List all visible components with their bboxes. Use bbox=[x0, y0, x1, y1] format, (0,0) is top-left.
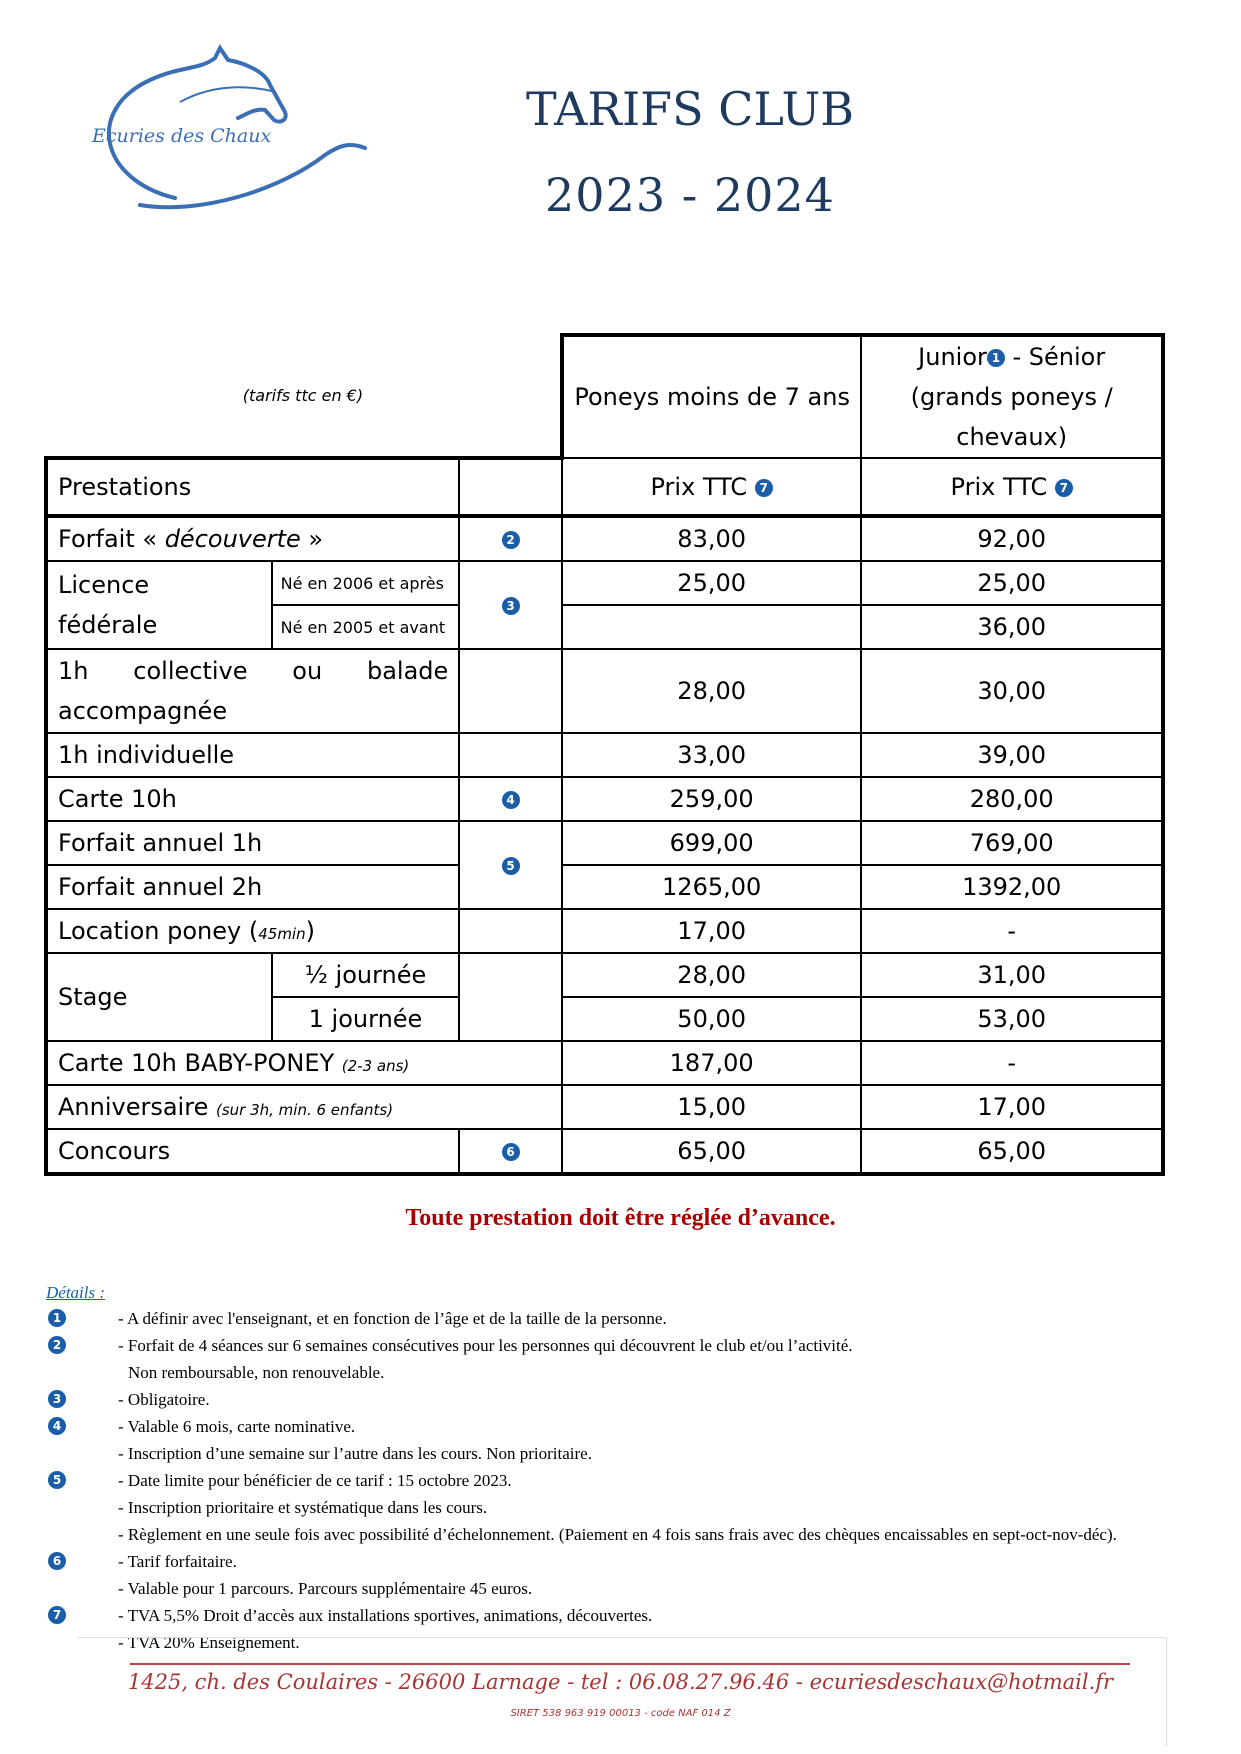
page-title: TARIFS CLUB bbox=[525, 82, 855, 136]
note-5-badge: 5 bbox=[502, 857, 520, 875]
row-collective-label: 1h collective ou balade accompagnée bbox=[46, 649, 459, 733]
row-annuel1-price-2: 769,00 bbox=[861, 821, 1163, 865]
header-junior-senior: Junior 1 - Sénior (grands poneys / chevaux) bbox=[861, 335, 1163, 458]
row-licence-note bbox=[459, 561, 562, 649]
advance-payment-warning: Toute prestation doit être réglée d’avance. bbox=[405, 1205, 836, 1231]
row-collective-note bbox=[459, 649, 562, 733]
row-concours-label: Concours bbox=[46, 1129, 459, 1174]
note-7-badge: 7 bbox=[48, 1606, 66, 1624]
row-stage-price-2b: 53,00 bbox=[861, 997, 1163, 1041]
note-header-empty bbox=[459, 458, 562, 516]
tarifs-note: (tarifs ttc en €) bbox=[242, 386, 364, 405]
row-stage-price-2a: 31,00 bbox=[861, 953, 1163, 997]
row-anniv-label: Anniversaire (sur 3h, min. 6 enfants) bbox=[46, 1085, 562, 1129]
detail-line: - A définir avec l'enseignant, et en fonction de l’âge et de la taille de la personne. bbox=[118, 1309, 667, 1328]
row-licence-price-2a: 25,00 bbox=[861, 561, 1163, 605]
row-baby-price-2: - bbox=[861, 1041, 1163, 1085]
row-location-price-1: 17,00 bbox=[562, 909, 862, 953]
row-anniv-price-1: 15,00 bbox=[562, 1085, 862, 1129]
row-annuel1-label: Forfait annuel 1h bbox=[46, 821, 459, 865]
row-baby-label: Carte 10h BABY-PONEY (2-3 ans) bbox=[46, 1041, 562, 1085]
row-licence-price-1b bbox=[562, 605, 862, 649]
row-carte10-price-2: 280,00 bbox=[861, 777, 1163, 821]
note-7-badge: 7 bbox=[755, 479, 773, 497]
row-annuel2-price-1: 1265,00 bbox=[562, 865, 862, 909]
row-individuelle-label: 1h individuelle bbox=[46, 733, 459, 777]
detail-line: - TVA 20% Enseignement. bbox=[118, 1633, 300, 1652]
row-stage-price-1b: 50,00 bbox=[562, 997, 862, 1041]
detail-line: - TVA 5,5% Droit d’accès aux installations sportives, animations, découvertes. bbox=[118, 1606, 653, 1625]
row-decouverte-note bbox=[459, 516, 562, 561]
footer-siret: SIRET 538 963 919 00013 - code NAF 014 Z bbox=[510, 1708, 731, 1719]
detail-line: - Forfait de 4 séances sur 6 semaines consécutives pour les personnes qui découvrent le club et/ou l’activité. bbox=[118, 1336, 853, 1355]
row-individuelle-note bbox=[459, 733, 562, 777]
header-note-cell bbox=[46, 335, 562, 458]
row-licence-sub-2: Né en 2005 et avant bbox=[272, 605, 460, 649]
detail-line: - Obligatoire. bbox=[118, 1390, 210, 1409]
detail-line: - Règlement en une seule fois avec possibilité d’échelonnement. (Paiement en 4 fois sans frais avec des chèques encaissables en sept-oct-nov-déc). bbox=[118, 1525, 1117, 1544]
note-1-badge: 1 bbox=[987, 349, 1005, 367]
footer-address: 1425, ch. des Coulaires - 26600 Larnage - tel : 06.08.27.96.46 - ecuriesdeschaux@hotmail.fr bbox=[127, 1670, 1114, 1694]
row-individuelle-price-2: 39,00 bbox=[861, 733, 1163, 777]
note-7-badge: 7 bbox=[1055, 479, 1073, 497]
row-annuel-note bbox=[459, 821, 562, 909]
page-subtitle-years: 2023 - 2024 bbox=[545, 168, 835, 222]
row-baby-price-1: 187,00 bbox=[562, 1041, 862, 1085]
header-ponies: Poneys moins de 7 ans bbox=[562, 335, 862, 458]
note-2-badge: 2 bbox=[48, 1336, 66, 1354]
footer-divider bbox=[130, 1663, 1130, 1665]
row-collective-price-2: 30,00 bbox=[861, 649, 1163, 733]
row-decouverte-price-1: 83,00 bbox=[562, 516, 862, 561]
row-collective-price-1: 28,00 bbox=[562, 649, 862, 733]
price-header-2: Prix TTC 7 bbox=[861, 458, 1163, 516]
detail-line: - Date limite pour bénéficier de ce tarif : 15 octobre 2023. bbox=[118, 1471, 512, 1490]
ecuries-des-chaux-logo bbox=[80, 40, 370, 225]
row-annuel2-price-2: 1392,00 bbox=[861, 865, 1163, 909]
note-4-badge: 4 bbox=[48, 1417, 66, 1435]
note-5-badge: 5 bbox=[48, 1471, 66, 1489]
row-licence-sub-1: Né en 2006 et après bbox=[272, 561, 460, 605]
detail-line: Non remboursable, non renouvelable. bbox=[128, 1363, 385, 1382]
details-title: Détails : bbox=[46, 1283, 106, 1302]
price-header-1: Prix TTC 7 bbox=[562, 458, 862, 516]
row-carte10-label: Carte 10h bbox=[46, 777, 459, 821]
row-annuel1-price-1: 699,00 bbox=[562, 821, 862, 865]
row-stage-label: Stage bbox=[46, 953, 272, 1041]
note-3-badge: 3 bbox=[502, 597, 520, 615]
detail-line: - Valable 6 mois, carte nominative. bbox=[118, 1417, 356, 1436]
row-decouverte-label: Forfait « découverte » bbox=[46, 516, 459, 561]
note-6-badge: 6 bbox=[502, 1143, 520, 1161]
logo-text: Ecuries des Chaux bbox=[92, 125, 272, 147]
row-location-price-2: - bbox=[861, 909, 1163, 953]
note-6-badge: 6 bbox=[48, 1552, 66, 1570]
row-anniv-price-2: 17,00 bbox=[861, 1085, 1163, 1129]
note-2-badge: 2 bbox=[502, 531, 520, 549]
row-annuel2-label: Forfait annuel 2h bbox=[46, 865, 459, 909]
row-stage-note bbox=[459, 953, 562, 1041]
details-section bbox=[46, 1283, 1226, 1656]
row-licence-label: Licence fédérale bbox=[46, 561, 272, 649]
row-individuelle-price-1: 33,00 bbox=[562, 733, 862, 777]
prestations-header: Prestations bbox=[46, 458, 459, 516]
row-concours-note bbox=[459, 1129, 562, 1174]
note-3-badge: 3 bbox=[48, 1390, 66, 1408]
row-decouverte-price-2: 92,00 bbox=[861, 516, 1163, 561]
row-location-label: Location poney (45min) bbox=[46, 909, 459, 953]
row-licence-price-1a: 25,00 bbox=[562, 561, 862, 605]
tarifs-table bbox=[44, 333, 1165, 1176]
detail-line: - Valable pour 1 parcours. Parcours supplémentaire 45 euros. bbox=[118, 1579, 533, 1598]
row-licence-price-2b: 36,00 bbox=[861, 605, 1163, 649]
note-4-badge: 4 bbox=[502, 791, 520, 809]
row-carte10-note bbox=[459, 777, 562, 821]
note-1-badge: 1 bbox=[48, 1309, 66, 1327]
row-concours-price-2: 65,00 bbox=[861, 1129, 1163, 1174]
row-carte10-price-1: 259,00 bbox=[562, 777, 862, 821]
row-stage-sub-2: 1 journée bbox=[272, 997, 460, 1041]
row-stage-sub-1: ½ journée bbox=[272, 953, 460, 997]
detail-line: - Tarif forfaitaire. bbox=[118, 1552, 237, 1571]
row-concours-price-1: 65,00 bbox=[562, 1129, 862, 1174]
row-stage-price-1a: 28,00 bbox=[562, 953, 862, 997]
detail-line: - Inscription prioritaire et systématique dans les cours. bbox=[118, 1498, 488, 1517]
detail-line: - Inscription d’une semaine sur l’autre dans les cours. Non prioritaire. bbox=[118, 1444, 592, 1463]
row-location-note bbox=[459, 909, 562, 953]
